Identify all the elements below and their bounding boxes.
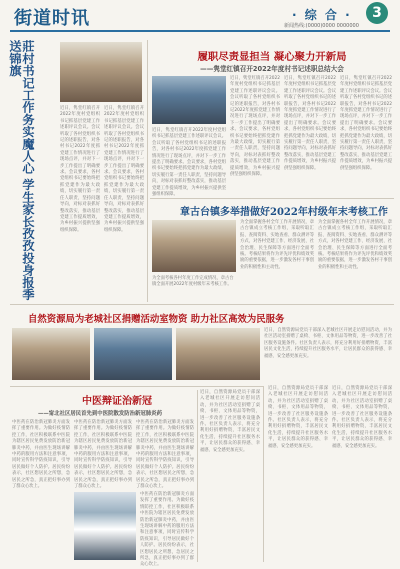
- left-feature-title-wrap: [8, 40, 46, 302]
- column-divider: [263, 386, 264, 562]
- page-number-badge: 3: [366, 2, 388, 24]
- masthead-rule: [10, 30, 390, 32]
- bottom-photo-2: [94, 328, 172, 380]
- lead-headline: 履职尽责显担当 凝心聚力开新局: [197, 51, 347, 63]
- column-divider: [147, 40, 148, 302]
- divider: [150, 198, 394, 199]
- divider: [10, 386, 264, 387]
- lead-col-1: 近日，隽堂红镇召开2022年度村党组织书记抓基层党建工作述职评议会议。会议听取了各村党组织书记的述职报告，对各村书记2022年度抓党建工作情况进行了现场点评，并对下一步工作提出了明确要求。会议要求，各村党组织书记要始终把抓党建作为最大政绩，切实履行第一责任人职责，坚持问题导向，对标对表抓好整改落实，推动基层党建工作提质增效，为乡村振兴提供坚强组织保障。: [230, 76, 280, 178]
- divider: [10, 304, 394, 305]
- masthead: [0, 0, 400, 34]
- masthead-meta: 新闻热线:(0000)0000 0000000: [284, 23, 359, 29]
- bottom-photo-1: [12, 328, 90, 380]
- lower-left-photo: [74, 492, 136, 560]
- column-divider: [197, 390, 198, 562]
- middle-photo-caption: 为全面考核各村年度工作完成情况，章古台镇全面开展2022年度村级年末考核工作。: [152, 276, 234, 287]
- lower-left-col-4: 中医药在防治新冠肺炎方面发挥了重要作用。为做好疫情防控工作，社区积极联系中医院为辖区居民免费发放防治新冠肺炎中药，并由医生现场讲解中药的服用方法和注意事项，同时宣传科学防疫知识，引导居民做好个人防护。居民纷纷表示，社区想居民之所想，急居民之所急，真正把好事办到了群众心坎上。: [140, 492, 194, 568]
- left-feature-col-1: 近日，隽堂红镇召开2022年度村党组织书记抓基层党建工作述职评议会议。会议听取了各村党组织书记的述职报告，对各村书记2022年度抓党建工作情况进行了现场点评，并对下一步工作提出了明确要求。会议要求，各村党组织书记要始终把抓党建作为最大政绩，切实履行第一责任人职责，坚持问题导向，对标对表抓好整改落实，推动基层党建工作提质增效，为乡村振兴提供坚强组织保障。: [60, 106, 100, 233]
- bottom-col-top: 近日，自然资源局党员干部深入老城社区开展走访慰问活动，并为社区活动室捐赠了桌椅、书柜、文体用品等物资，进一步改善了社区服务设施条件。社区负责人表示，将充分利用好捐赠物资，丰富居民文化生活，持续提升社区服务水平，让居民群众的获得感、幸福感、安全感更加充实。: [264, 328, 392, 359]
- left-feature-vertical-title: 莊村书记工作务实魔人心 学生家长孜孜投身报季送锦旗: [8, 40, 35, 301]
- middle-col-1: 为全面掌握各村全年工作开展情况，章古台镇成立考核工作组，采取听取汇报、查阅资料、实地查看、群众测评等方式，对各村党建工作、经济发展、社会治理、民生保障等方面进行全面考核。考核结果将作为评先评优和绩效奖励的重要依据，进一步激发各村干事创业的积极性和主动性。: [240, 220, 314, 270]
- lower-left-col-3: 中医药在防治新冠肺炎方面发挥了重要作用。为做好疫情防控工作，社区积极联系中医院为辖区居民免费发放防治新冠肺炎中药，并由医生现场讲解中药的服用方法和注意事项，同时宣传科学防疫知识，引导居民做好个人防护。居民纷纷表示，社区想居民之所想，急居民之所急，真正把好事办到了群众心坎上。: [136, 420, 194, 490]
- middle-photo: [152, 220, 236, 272]
- lead-photo: [152, 76, 226, 124]
- bottom-photo-3: [176, 328, 260, 380]
- lower-left-col-1: 中医药在防治新冠肺炎方面发挥了重要作用。为做好疫情防控工作，社区积极联系中医院为辖区居民免费发放防治新冠肺炎中药，并由医生现场讲解中药的服用方法和注意事项，同时宣传科学防疫知识，引导居民做好个人防护。居民纷纷表示，社区想居民之所想，急居民之所急，真正把好事办到了群众心坎上。: [12, 420, 70, 490]
- lower-left-subhead: ——甯北社区居民首先到中医院散发防治新冠肺炎药: [38, 411, 162, 417]
- lead-col-3: 近日，隽堂红镇召开2022年度村党组织书记抓基层党建工作述职评议会议。会议听取了各村党组织书记的述职报告，对各村书记2022年度抓党建工作情况进行了现场点评，并对下一步工作提出了明确要求。会议要求，各村党组织书记要始终把抓党建作为最大政绩，切实履行第一责任人职责，坚持问题导向，对标对表抓好整改落实，推动基层党建工作提质增效，为乡村振兴提供坚强组织保障。: [340, 76, 392, 171]
- middle-headline: 章古台镇多举措做好2022年村级年末考核工作: [180, 207, 388, 218]
- left-feature-col-2: 近日，隽堂红镇召开2022年度村党组织书记抓基层党建工作述职评议会议。会议听取了各村党组织书记的述职报告，对各村书记2022年度抓党建工作情况进行了现场点评，并对下一步工作提出了明确要求。会议要求，各村党组织书记要始终把抓党建作为最大政绩，切实履行第一责任人职责，坚持问题导向，对标对表抓好整改落实，推动基层党建工作提质增效，为乡村振兴提供坚强组织保障。: [104, 106, 144, 233]
- section-label: · 综 合 ·: [292, 8, 352, 22]
- middle-col-2: 为全面掌握各村全年工作开展情况，章古台镇成立考核工作组，采取听取汇报、查阅资料、实地查看、群众测评等方式，对各村党建工作、经济发展、社会治理、民生保障等方面进行全面考核。考核结果将作为评先评优和绩效奖励的重要依据，进一步激发各村干事创业的积极性和主动性。: [318, 220, 392, 270]
- bottom-headline: 自然资源局为老城社区捐赠活动室物资 助力社区高效为民服务: [28, 314, 285, 325]
- lead-col-0: 近日，隽堂红镇召开2022年度村党组织书记抓基层党建工作述职评议会议。会议听取了各村党组织书记的述职报告，对各村书记2022年度抓党建工作情况进行了现场点评，并对下一步工作提出了明确要求。会议要求，各村党组织书记要始终把抓党建作为最大政绩，切实履行第一责任人职责，坚持问题导向，对标对表抓好整改落实，推动基层党建工作提质增效，为乡村振兴提供坚强组织保障。: [152, 128, 226, 198]
- lower-left-headline: 中医辩证治新冠: [82, 396, 152, 407]
- lead-col-2: 近日，隽堂红镇召开2022年度村党组织书记抓基层党建工作述职评议会议。会议听取了各村党组织书记的述职报告，对各村书记2022年度抓党建工作情况进行了现场点评，并对下一步工作提出了明确要求。会议要求，各村党组织书记要始终把抓党建作为最大政绩，切实履行第一责任人职责，坚持问题导向，对标对表抓好整改落实，推动基层党建工作提质增效，为乡村振兴提供坚强组织保障。: [284, 76, 336, 171]
- lower-right-col-1: 近日，自然资源局党员干部深入老城社区开展走访慰问活动，并为社区活动室捐赠了桌椅、书柜、文体用品等物资，进一步改善了社区服务设施条件。社区负责人表示，将充分利用好捐赠物资，丰富居民文化生活，持续提升社区服务水平，让居民群众的获得感、幸福感、安全感更加充实。: [268, 386, 328, 449]
- lower-middle-col: 近日，自然资源局党员干部深入老城社区开展走访慰问活动，并为社区活动室捐赠了桌椅、书柜、文体用品等物资，进一步改善了社区服务设施条件。社区负责人表示，将充分利用好捐赠物资，丰富居民文化生活，持续提升社区服务水平，让居民群众的获得感、幸福感、安全感更加充实。: [200, 390, 260, 453]
- lead-subhead: ——隽堂红镇召开2022年度村书记述职总结大会: [200, 65, 344, 73]
- newspaper-logo: 街道时讯: [14, 8, 90, 29]
- left-feature-photo: [60, 42, 142, 102]
- lower-right-col-2: 近日，自然资源局党员干部深入老城社区开展走访慰问活动，并为社区活动室捐赠了桌椅、书柜、文体用品等物资，进一步改善了社区服务设施条件。社区负责人表示，将充分利用好捐赠物资，丰富居民文化生活，持续提升社区服务水平，让居民群众的获得感、幸福感、安全感更加充实。: [332, 386, 392, 449]
- lower-left-col-2: 中医药在防治新冠肺炎方面发挥了重要作用。为做好疫情防控工作，社区积极联系中医院为辖区居民免费发放防治新冠肺炎中药，并由医生现场讲解中药的服用方法和注意事项，同时宣传科学防疫知识，引导居民做好个人防护。居民纷纷表示，社区想居民之所想，急居民之所急，真正把好事办到了群众心坎上。: [74, 420, 132, 490]
